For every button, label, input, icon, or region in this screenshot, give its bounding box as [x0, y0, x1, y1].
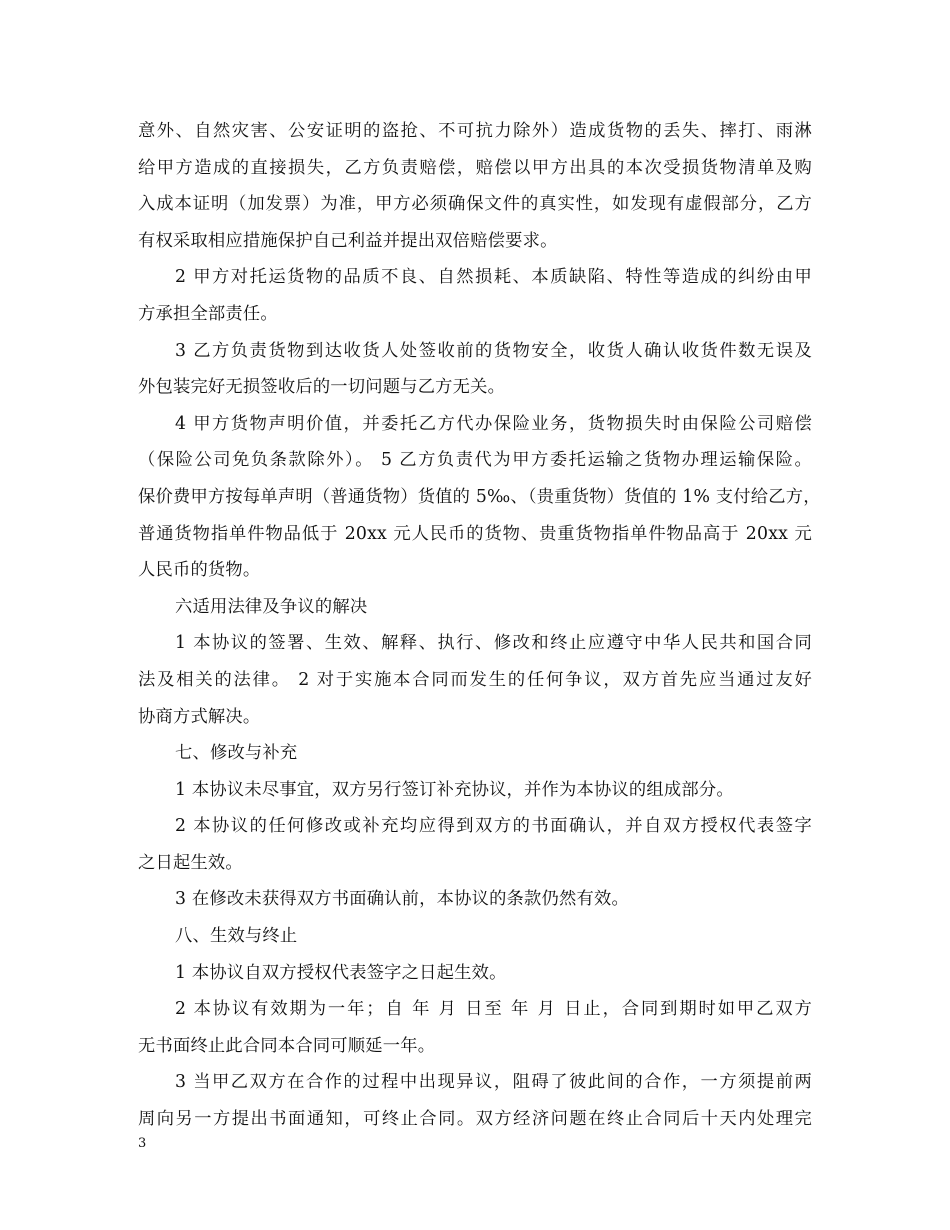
text-line: 1 本协议未尽事宜，双方另行签订补充协议，并作为本协议的组成部分。	[175, 779, 734, 800]
text-line: 2 甲方对托运货物的品质不良、自然损耗、本质缺陷、特性等造成的纠纷由甲	[175, 267, 812, 288]
text-line: 3 乙方负责货物到达收货人处签收前的货物安全，收货人确认收货件数无误及	[175, 340, 812, 361]
text-line: 给甲方造成的直接损失，乙方负责赔偿，赔偿以甲方出具的本次受损货物清单及购	[138, 157, 812, 178]
text-line: 3 当甲乙双方在合作的过程中出现异议，阻碍了彼此间的合作，一方须提前两	[175, 1072, 812, 1093]
text-line: 方承担全部责任。	[138, 303, 278, 324]
section-heading: 八、生效与终止	[175, 926, 298, 947]
text-line: 3 在修改未获得双方书面确认前，本协议的条款仍然有效。	[175, 889, 629, 910]
text-line: 周向另一方提出书面通知，可终止合同。双方经济问题在终止合同后十天内处理完	[138, 1109, 812, 1130]
text-line: 无书面终止此合同本合同可顺延一年。	[138, 1035, 436, 1056]
text-line: 保价费甲方按每单声明（普通货物）货值的 5‰、（贵重货物）货值的 1% 支付给乙方，	[138, 486, 821, 507]
document-body	[138, 113, 821, 1138]
text-line: 普通货物指单件物品低于 20xx 元人民币的货物、贵重货物指单件物品高于 20xx 元	[138, 523, 812, 544]
text-line: 4 甲方货物声明价值，并委托乙方代办保险业务，货物损失时由保险公司赔偿	[175, 413, 812, 434]
text-line: 2 本协议有效期为一年；自 年 月 日至 年 月 日止，合同到期时如甲乙双方	[175, 999, 812, 1020]
text-line: 协商方式解决。	[138, 706, 261, 727]
text-line: 法及相关的法律。 2 对于实施本合同而发生的任何争议，双方首先应当通过友好	[138, 669, 812, 690]
text-line: 人民币的货物。	[138, 560, 261, 581]
text-line: （保险公司免负条款除外）。 5 乙方负责代为甲方委托运输之货物办理运输保险。	[138, 450, 812, 471]
page-number: 3	[138, 1136, 147, 1151]
text-line: 意外、自然灾害、公安证明的盗抢、不可抗力除外）造成货物的丢失、摔打、雨淋	[138, 121, 812, 141]
text-line: 1 本协议自双方授权代表签字之日起生效。	[175, 962, 507, 983]
text-line: 入成本证明（加发票）为准，甲方必须确保文件的真实性，如发现有虚假部分，乙方	[138, 194, 812, 215]
section-heading: 六适用法律及争议的解决	[175, 596, 368, 617]
text-line: 2 本协议的任何修改或补充均应得到双方的书面确认，并自双方授权代表签字	[175, 816, 812, 837]
text-line: 有权采取相应措施保护自己利益并提出双倍赔偿要求。	[138, 230, 558, 251]
text-line: 之日起生效。	[138, 852, 243, 873]
text-line: 1 本协议的签署、生效、解释、执行、修改和终止应遵守中华人民共和国合同	[175, 633, 812, 654]
section-heading: 七、修改与补充	[175, 743, 298, 764]
text-line: 外包装完好无损签收后的一切问题与乙方无关。	[138, 377, 506, 398]
